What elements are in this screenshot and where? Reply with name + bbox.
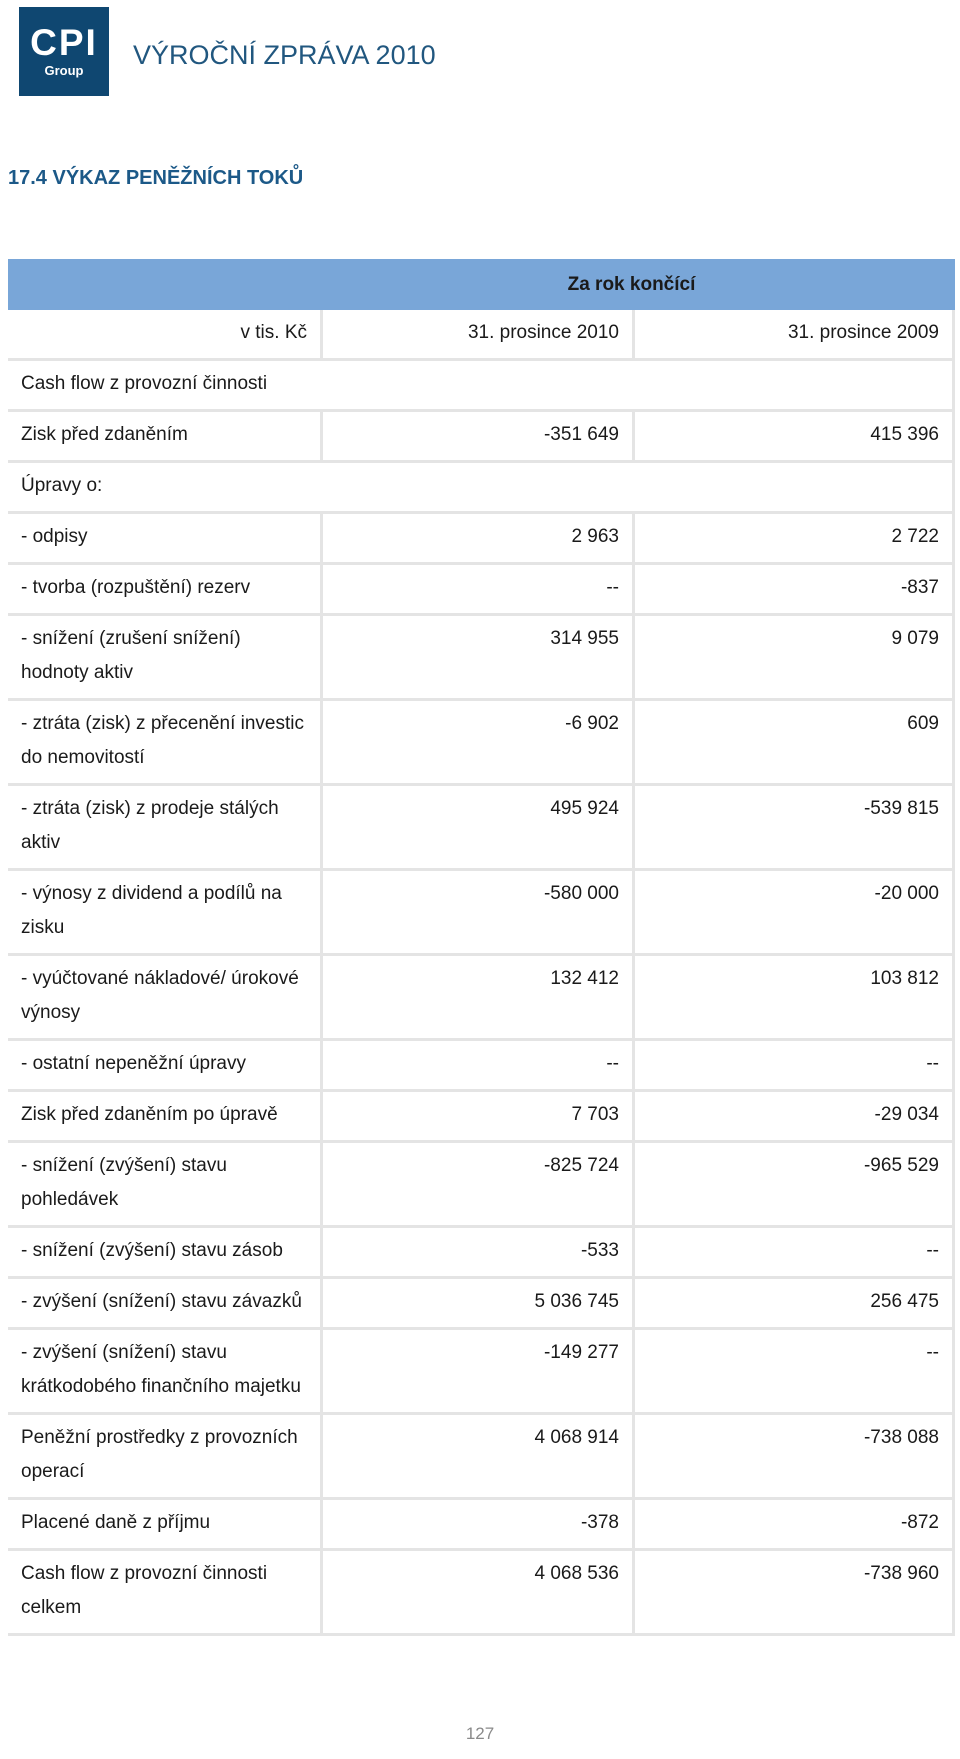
value-2009: -- — [632, 1228, 955, 1279]
column-header-row — [8, 310, 955, 361]
value-2009: -965 529 — [632, 1143, 955, 1228]
value-2009: 609 — [632, 701, 955, 786]
value-2010: 495 924 — [320, 786, 632, 871]
table-row — [8, 463, 955, 514]
column-header-2010: 31. prosince 2010 — [320, 310, 632, 361]
row-label: - tvorba (rozpuštění) rezerv — [8, 565, 320, 616]
table-row — [8, 1551, 955, 1636]
logo-text: CPI — [30, 22, 98, 63]
table-row — [8, 956, 955, 1041]
table-row — [8, 1092, 955, 1143]
row-label: - ztráta (zisk) z přecenění investic do nemovitostí — [8, 701, 320, 786]
value-2010: 314 955 — [320, 616, 632, 701]
row-label: - snížení (zrušení snížení) hodnoty aktiv — [8, 616, 320, 701]
value-2010: 4 068 914 — [320, 1415, 632, 1500]
section-title: 17.4 VÝKAZ PENĚŽNÍCH TOKŮ — [8, 167, 304, 189]
row-label: Zisk před zdaněním po úpravě — [8, 1092, 320, 1143]
value-2009: 2 722 — [632, 514, 955, 565]
table-row — [8, 701, 955, 786]
table-row — [8, 871, 955, 956]
logo-subtext: Group — [44, 63, 84, 78]
table-row — [8, 565, 955, 616]
value-2010: 4 068 536 — [320, 1551, 632, 1636]
value-2009: 9 079 — [632, 616, 955, 701]
value-2009: -- — [632, 1330, 955, 1415]
row-label: - snížení (zvýšení) stavu pohledávek — [8, 1143, 320, 1228]
row-label: Cash flow z provozní činnosti celkem — [8, 1551, 320, 1636]
value-2010: -149 277 — [320, 1330, 632, 1415]
cash-flow-table — [8, 259, 955, 1636]
row-label: - zvýšení (snížení) stavu závazků — [8, 1279, 320, 1330]
value-2010: -- — [320, 1041, 632, 1092]
table-row — [8, 786, 955, 871]
row-label: - vyúčtované nákladové/ úrokové výnosy — [8, 956, 320, 1041]
value-2009: -29 034 — [632, 1092, 955, 1143]
table-row — [8, 1279, 955, 1330]
value-2009: -837 — [632, 565, 955, 616]
table-row — [8, 1228, 955, 1279]
table-row — [8, 1143, 955, 1228]
table-row — [8, 412, 955, 463]
row-label: Placené daně z příjmu — [8, 1500, 320, 1551]
row-label: - zvýšení (snížení) stavu krátkodobého finančního majetku — [8, 1330, 320, 1415]
value-2010: 2 963 — [320, 514, 632, 565]
value-2009: -738 960 — [632, 1551, 955, 1636]
table-row — [8, 616, 955, 701]
page-number: 127 — [465, 1724, 495, 1743]
report-header — [19, 7, 436, 96]
unit-header: v tis. Kč — [8, 310, 320, 361]
value-2009: -20 000 — [632, 871, 955, 956]
value-2010: -351 649 — [320, 412, 632, 463]
value-2009: 256 475 — [632, 1279, 955, 1330]
row-label: - snížení (zvýšení) stavu zásob — [8, 1228, 320, 1279]
table-row — [8, 1500, 955, 1551]
table-row — [8, 1041, 955, 1092]
table-banner-row — [8, 259, 955, 310]
value-2009: -539 815 — [632, 786, 955, 871]
row-label: - odpisy — [8, 514, 320, 565]
value-2010: 7 703 — [320, 1092, 632, 1143]
value-2010: -580 000 — [320, 871, 632, 956]
value-2009: 415 396 — [632, 412, 955, 463]
value-2009: -- — [632, 1041, 955, 1092]
row-label: - ostatní nepeněžní úpravy — [8, 1041, 320, 1092]
value-2010: -825 724 — [320, 1143, 632, 1228]
value-2009: -872 — [632, 1500, 955, 1551]
row-label: - výnosy z dividend a podílů na zisku — [8, 871, 320, 956]
banner-cell — [8, 259, 955, 310]
section-heading-operating: Cash flow z provozní činnosti — [8, 361, 955, 412]
value-2010: 5 036 745 — [320, 1279, 632, 1330]
table-row — [8, 514, 955, 565]
value-2009: 103 812 — [632, 956, 955, 1041]
value-2009: -738 088 — [632, 1415, 955, 1500]
row-label: Peněžní prostředky z provozních operací — [8, 1415, 320, 1500]
row-label: Úpravy o: — [8, 463, 955, 514]
table-row — [8, 1415, 955, 1500]
value-2010: -- — [320, 565, 632, 616]
row-label: - ztráta (zisk) z prodeje stálých aktiv — [8, 786, 320, 871]
cpi-group-logo — [19, 7, 109, 96]
column-header-2009: 31. prosince 2009 — [632, 310, 955, 361]
value-2010: -533 — [320, 1228, 632, 1279]
row-label: Zisk před zdaněním — [8, 412, 320, 463]
report-title: VÝROČNÍ ZPRÁVA 2010 — [133, 40, 436, 70]
table-row — [8, 1330, 955, 1415]
value-2010: -378 — [320, 1500, 632, 1551]
section-heading-row — [8, 361, 955, 412]
value-2010: -6 902 — [320, 701, 632, 786]
banner-label: Za rok končící — [567, 274, 696, 295]
value-2010: 132 412 — [320, 956, 632, 1041]
